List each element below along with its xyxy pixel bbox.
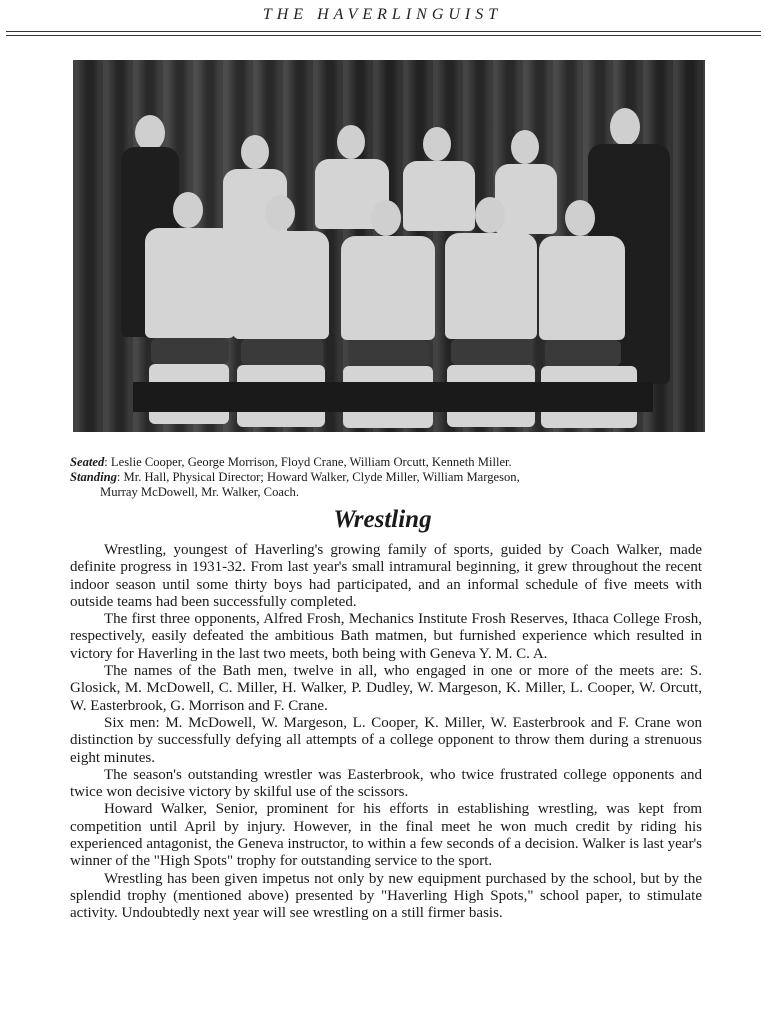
header-rule	[6, 31, 761, 32]
seated-label: Seated	[70, 455, 105, 469]
photo-caption	[70, 455, 710, 500]
article-paragraph: The season's outstanding wrestler was Easterbrook, who twice frustrated college opponents and twice won decisive victory by skilful use of the scissors.	[70, 766, 702, 801]
article-paragraph: Wrestling has been given impetus not only by new equipment purchased by the school, but by the splendid trophy (mentioned above) presented by "Haverling High Spots," school paper, to stimulate activity. Undoubtedly next year will see wrestling on a still firmer basis.	[70, 870, 702, 922]
article-body	[70, 542, 702, 923]
team-photo	[73, 60, 705, 432]
header-rule	[6, 35, 761, 36]
article-paragraph: Wrestling, youngest of Haverling's growing family of sports, guided by Coach Walker, made definite progress in 1931-32. From last year's small intramural beginning, it grew throughout the recent indoor season until some thirty boys had participated, and an informal schedule of five meets with outside teams had been successfully completed.	[70, 542, 702, 610]
standing-label: Standing	[70, 470, 117, 484]
article-paragraph: Six men: M. McDowell, W. Margeson, L. Cooper, K. Miller, W. Easterbrook and F. Crane won distinction by successfully defying all attempts of a college opponent to throw them during a strenuous eight minutes.	[70, 714, 702, 766]
standing-names-continued: Murray McDowell, Mr. Walker, Coach.	[100, 485, 300, 499]
seated-names: : Leslie Cooper, George Morrison, Floyd Crane, William Orcutt, Kenneth Miller.	[104, 455, 512, 469]
caption-standing-line	[70, 470, 710, 485]
article-paragraph: The names of the Bath men, twelve in all, who engaged in one or more of the meets are: S. Glosick, M. McDowell, C. Miller, H. Walker, P. Dudley, W. Margeson, K. Miller, L. Cooper, W. Orcutt, W. Easterbrook, G. Morrison and F. Crane.	[70, 663, 702, 714]
article-paragraph: The first three opponents, Alfred Frosh, Mechanics Institute Frosh Reserves, Ithaca College Frosh, respectively, easily defeated the ambitious Bath matmen, but furnished experience which resulted in victory for Haverling in the last two meets, both being with Geneva Y. M. C. A.	[70, 611, 702, 662]
running-head: THE HAVERLINGUIST	[262, 6, 503, 23]
bench	[133, 382, 653, 412]
article-title: Wrestling	[333, 506, 432, 533]
article-paragraph: Howard Walker, Senior, prominent for his efforts in establishing wrestling, was kept from competition until April by injury. However, in the final meet he won much credit by riding his experienced antagonist, the Geneva instructor, to within a few seconds of a decision. Walker is last year's winner of the "High Spots" trophy for outstanding service to the sport.	[70, 801, 702, 870]
standing-names: : Mr. Hall, Physical Director; Howard Walker, Clyde Miller, William Margeson,	[116, 470, 520, 484]
caption-seated-line	[70, 455, 710, 470]
